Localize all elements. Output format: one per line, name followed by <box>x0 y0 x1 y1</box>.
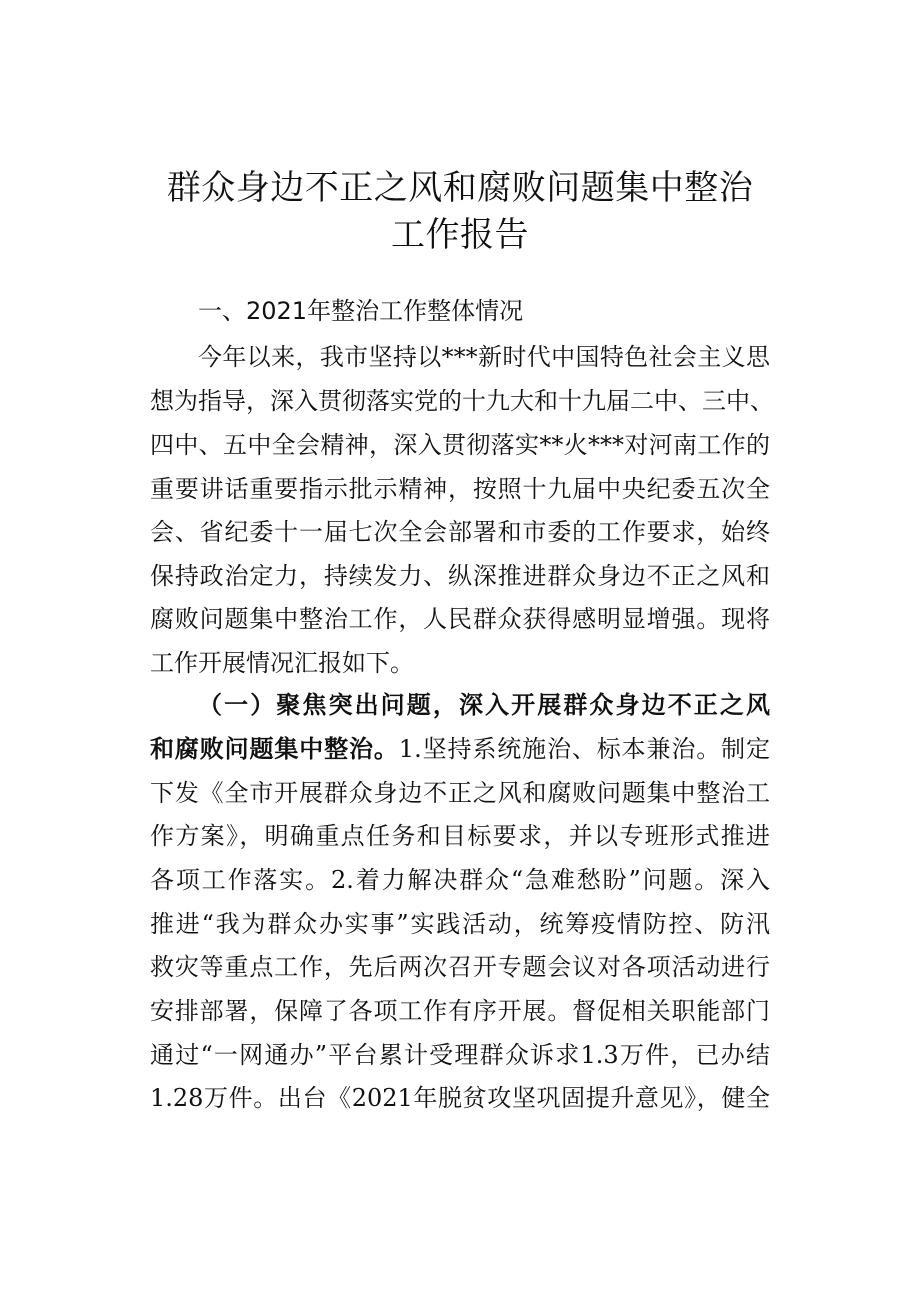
document-title-line-1: 群众身边不正之风和腐败问题集中整治 <box>166 168 754 208</box>
paragraph-line: 安排部署，保障了各项工作有序开展。督促相关职能部门 <box>150 997 770 1025</box>
paragraph-line: 会、省纪委十一届七次全会部署和市委的工作要求，始终 <box>150 518 770 546</box>
paragraph-line: 今年以来，我市坚持以***新时代中国特色社会主义思 <box>198 343 770 371</box>
paragraph-text: 1.坚持系统施治、标本兼治。制定 <box>398 735 770 763</box>
paragraph-line: 工作开展情况汇报如下。 <box>150 649 414 677</box>
paragraph-line: 下发《全市开展群众身边不正之风和腐败问题集中整治工 <box>150 779 770 807</box>
document-title-line-2: 工作报告 <box>391 215 529 255</box>
section-heading: 一、2021年整治工作整体情况 <box>198 297 524 325</box>
paragraph-line: 想为指导，深入贯彻落实党的十九大和十九届二中、三中、 <box>150 387 774 415</box>
subsection-heading-tail: 和腐败问题集中整治。 <box>150 735 399 763</box>
paragraph-line: 救灾等重点工作，先后两次召开专题会议对各项活动进行 <box>150 953 770 981</box>
subsection-heading: （一）聚焦突出问题，深入开展群众身边不正之风 <box>198 691 770 719</box>
paragraph-line: 各项工作落实。2.着力解决群众“急难愁盼”问题。深入 <box>150 866 770 894</box>
paragraph-line: 四中、五中全会精神，深入贯彻落实**火***对河南工作的 <box>150 431 770 459</box>
paragraph-line: 作方案》，明确重点任务和目标要求，并以专班形式推进 <box>150 822 770 850</box>
paragraph-line: 保持政治定力，持续发力、纵深推进群众身边不正之风和 <box>150 562 770 590</box>
paragraph-line: 重要讲话重要指示批示精神，按照十九届中央纪委五次全 <box>150 475 770 503</box>
paragraph-line: 腐败问题集中整治工作，人民群众获得感明显增强。现将 <box>150 605 770 633</box>
paragraph-line: 通过“一网通办”平台累计受理群众诉求1.3万件，已办结 <box>150 1041 770 1069</box>
paragraph-line: 推进“我为群众办实事”实践活动，统筹疫情防控、防汛 <box>150 910 770 938</box>
paragraph-line: 1.28万件。出台《2021年脱贫攻坚巩固提升意见》，健全 <box>150 1084 770 1112</box>
subsection-heading-continuation <box>150 734 770 764</box>
